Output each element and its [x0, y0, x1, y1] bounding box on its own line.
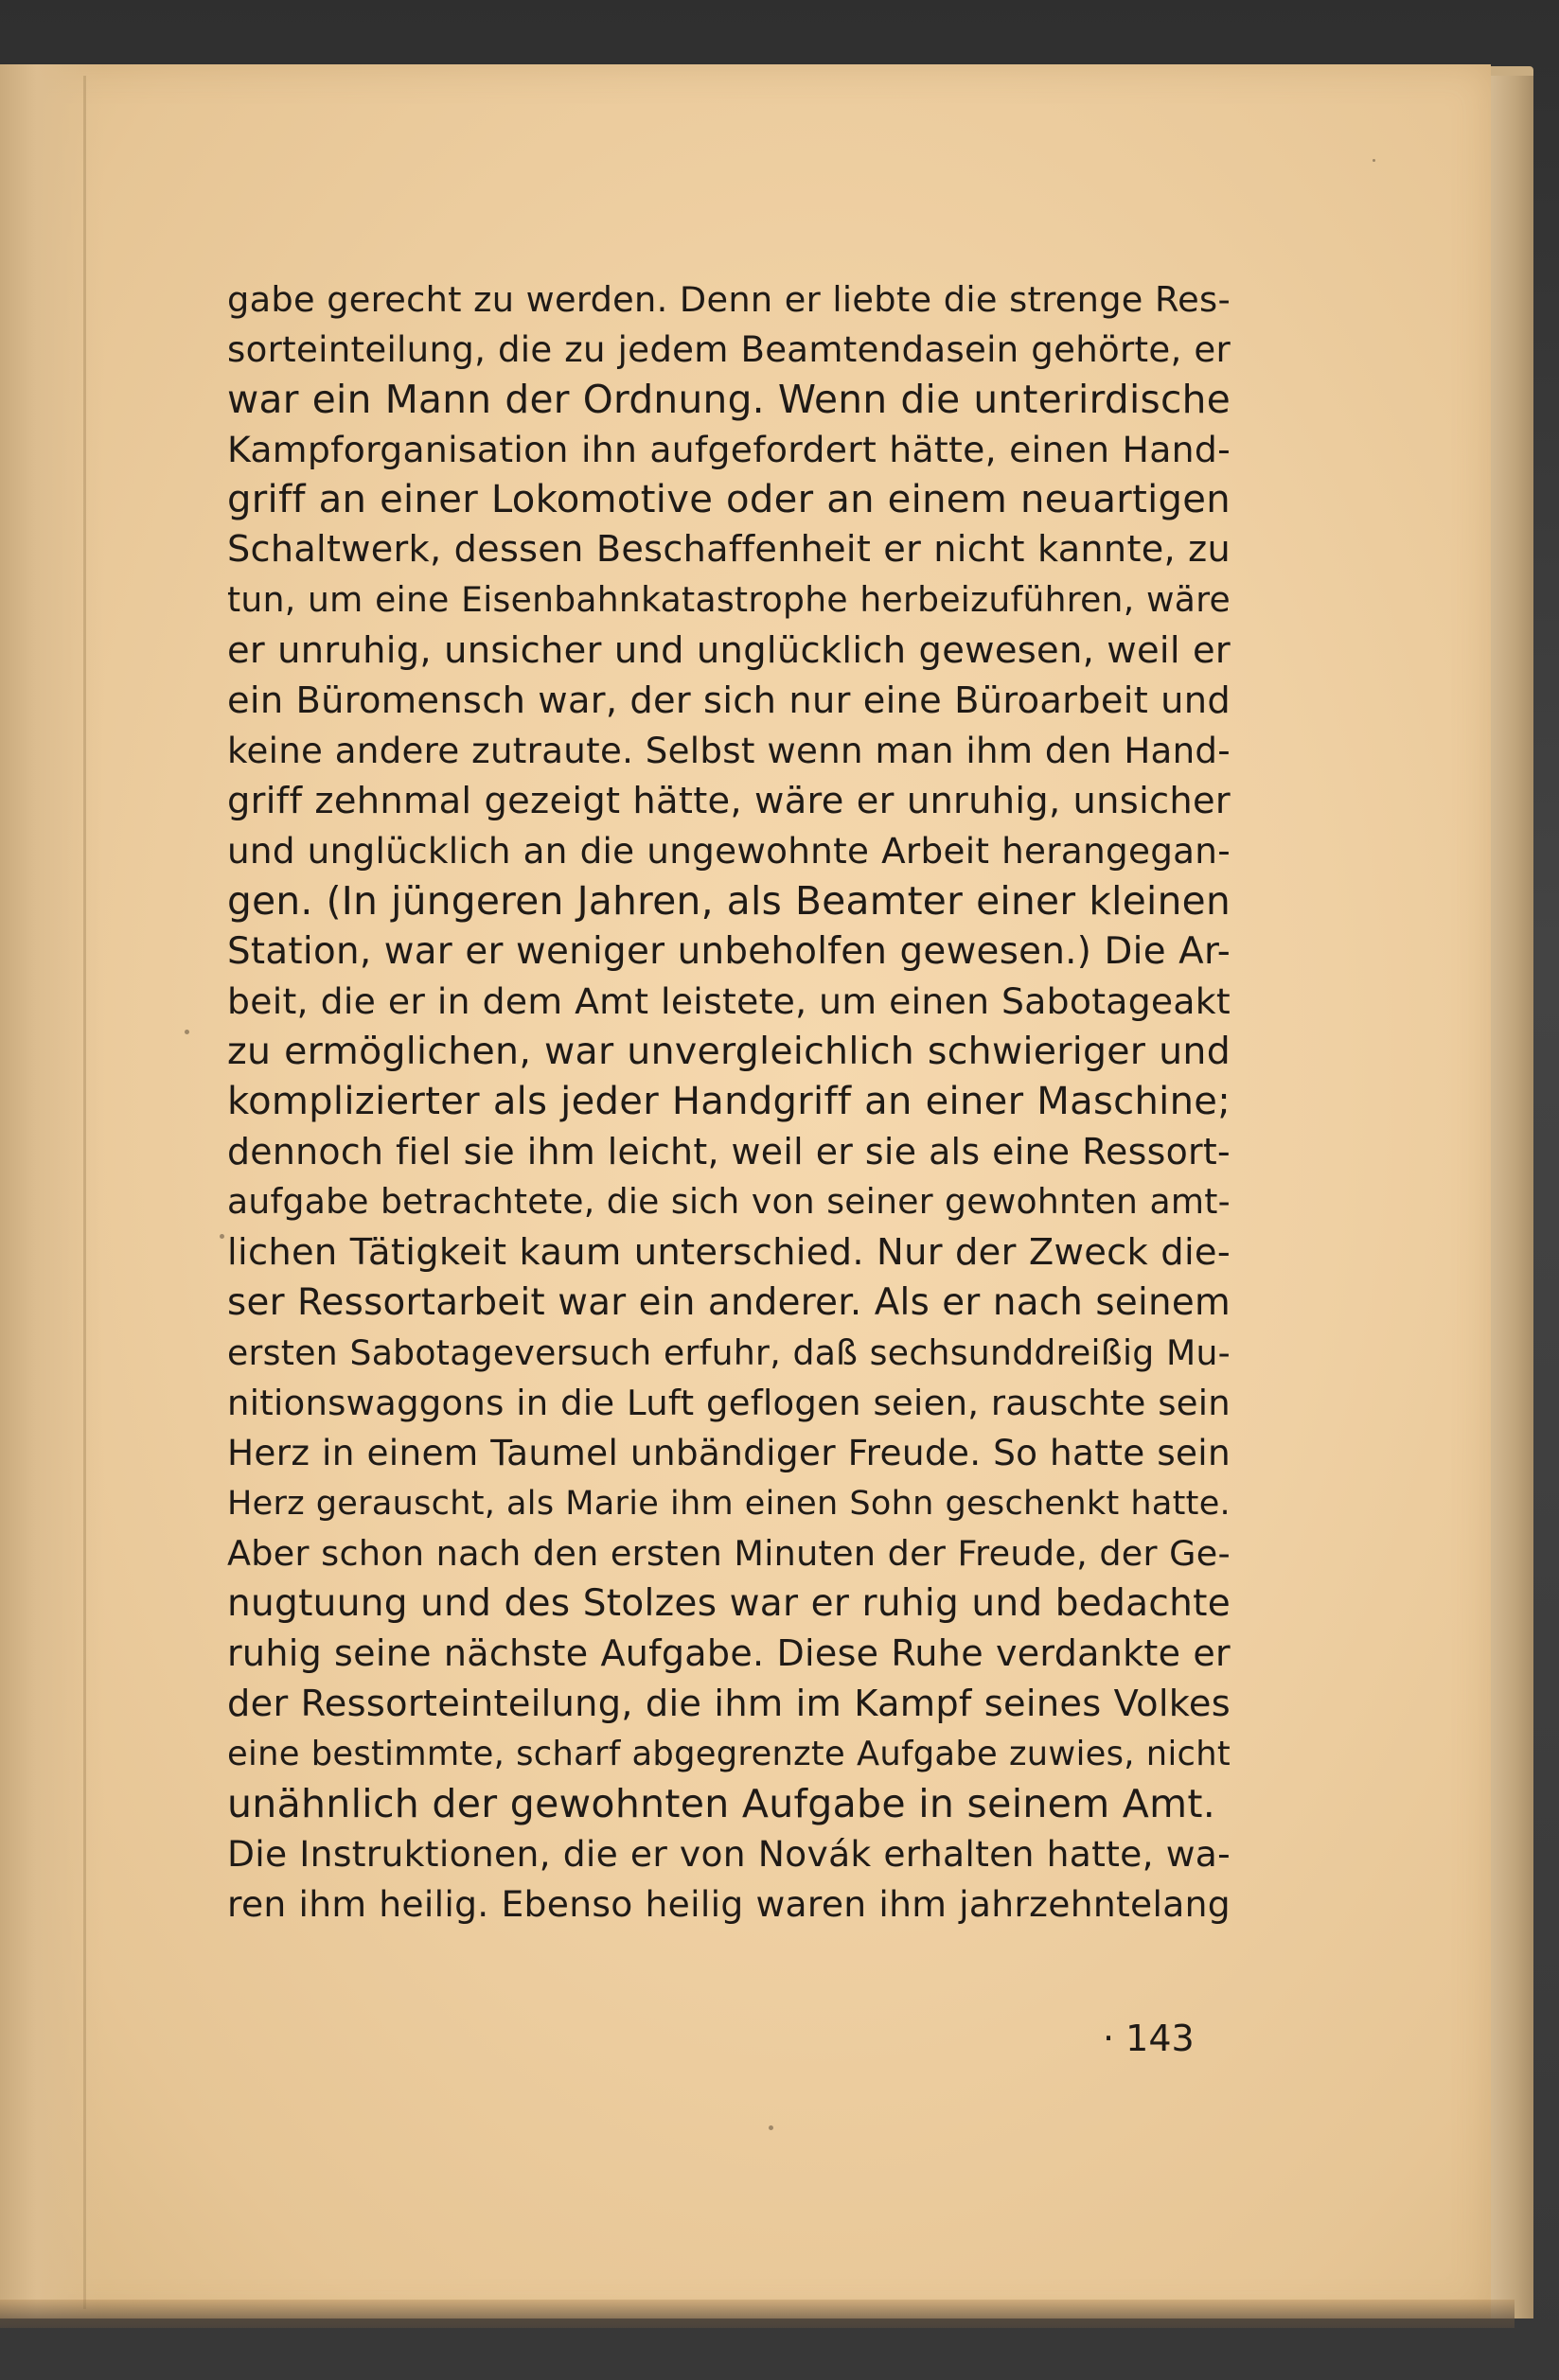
text-line: dennoch fiel sie ihm leicht, weil er sie als eine Ressort-	[227, 1131, 1231, 1172]
text-line: gabe gerecht zu werden. Denn er liebte die strenge Res-	[227, 279, 1231, 320]
text-line: komplizierter als jeder Handgriff an einer Maschine;	[227, 1080, 1231, 1123]
text-line: Die Instruktionen, die er von Novák erhalten hatte, wa-	[227, 1833, 1231, 1875]
text-line: und unglücklich an die ungewohnte Arbeit herangegan-	[227, 830, 1231, 872]
text-line: nitionswaggons in die Luft geflogen seien, rauschte sein	[227, 1383, 1231, 1423]
page-bottom-shadow	[0, 2300, 1515, 2328]
text-line: gen. (In jüngeren Jahren, als Beamter einer kleinen	[227, 878, 1231, 924]
text-line: beit, die er in dem Amt leistete, um einen Sabotageakt	[227, 980, 1231, 1022]
text-line: der Ressorteinteilung, die ihm im Kampf seines Volkes	[227, 1683, 1231, 1725]
text-line: Aber schon nach den ersten Minuten der Freude, der Ge-	[227, 1533, 1231, 1574]
text-line: er unruhig, unsicher und unglücklich gewesen, weil er	[227, 629, 1231, 672]
paper-speck	[1373, 159, 1375, 162]
text-line: Herz gerauscht, als Marie ihm einen Sohn geschenkt hatte.	[227, 1484, 1231, 1523]
paper-speck	[769, 2125, 773, 2130]
text-line: ren ihm heilig. Ebenso heilig waren ihm jahrzehntelang	[227, 1883, 1231, 1925]
body-text	[227, 274, 1231, 1930]
text-line: keine andere zutraute. Selbst wenn man ihm den Hand-	[227, 731, 1231, 771]
text-line: zu ermöglichen, war unvergleichlich schwieriger und	[227, 1030, 1231, 1073]
text-line: griff zehnmal gezeigt hätte, wäre er unruhig, unsicher	[227, 780, 1231, 822]
text-line: griff an einer Lokomotive oder an einem neuartigen	[227, 478, 1231, 521]
page-number: · 143	[1103, 2018, 1195, 2059]
gutter-crease	[83, 76, 86, 2309]
text-line: unähnlich der gewohnten Aufgabe in seinem Amt.	[227, 1781, 1216, 1826]
page-gutter	[0, 64, 104, 2318]
text-line: aufgabe betrachtete, die sich von seiner gewohnten amt-	[227, 1182, 1231, 1222]
text-line: tun, um eine Eisenbahnkatastrophe herbeizuführen, wäre	[227, 580, 1231, 620]
text-line: nugtuung und des Stolzes war er ruhig und bedachte	[227, 1582, 1231, 1625]
text-line: ser Ressortarbeit war ein anderer. Als er nach seinem	[227, 1281, 1231, 1324]
text-line: ruhig seine nächste Aufgabe. Diese Ruhe verdankte er	[227, 1632, 1231, 1674]
text-line: sorteinteilung, die zu jedem Beamtendasein gehörte, er	[227, 329, 1231, 370]
text-line: Kampforganisation ihn aufgefordert hätte, einen Hand-	[227, 429, 1231, 470]
text-line: ersten Sabotageversuch erfuhr, daß sechsunddreißig Mu-	[227, 1332, 1231, 1373]
text-line: lichen Tätigkeit kaum unterschied. Nur der Zweck die-	[227, 1231, 1231, 1274]
text-line: war ein Mann der Ordnung. Wenn die unterirdische	[227, 377, 1231, 422]
text-line: eine bestimmte, scharf abgegrenzte Aufgabe zuwies, nicht	[227, 1735, 1231, 1773]
paper-speck	[220, 1234, 224, 1239]
text-line: Schaltwerk, dessen Beschaffenheit er nicht kannte, zu	[227, 529, 1231, 571]
text-line: ein Büromensch war, der sich nur eine Büroarbeit und	[227, 679, 1231, 722]
text-line: Herz in einem Taumel unbändiger Freude. So hatte sein	[227, 1432, 1231, 1473]
text-line: Station, war er weniger unbeholfen gewesen.) Die Ar-	[227, 930, 1231, 973]
paper-speck	[185, 1030, 189, 1034]
